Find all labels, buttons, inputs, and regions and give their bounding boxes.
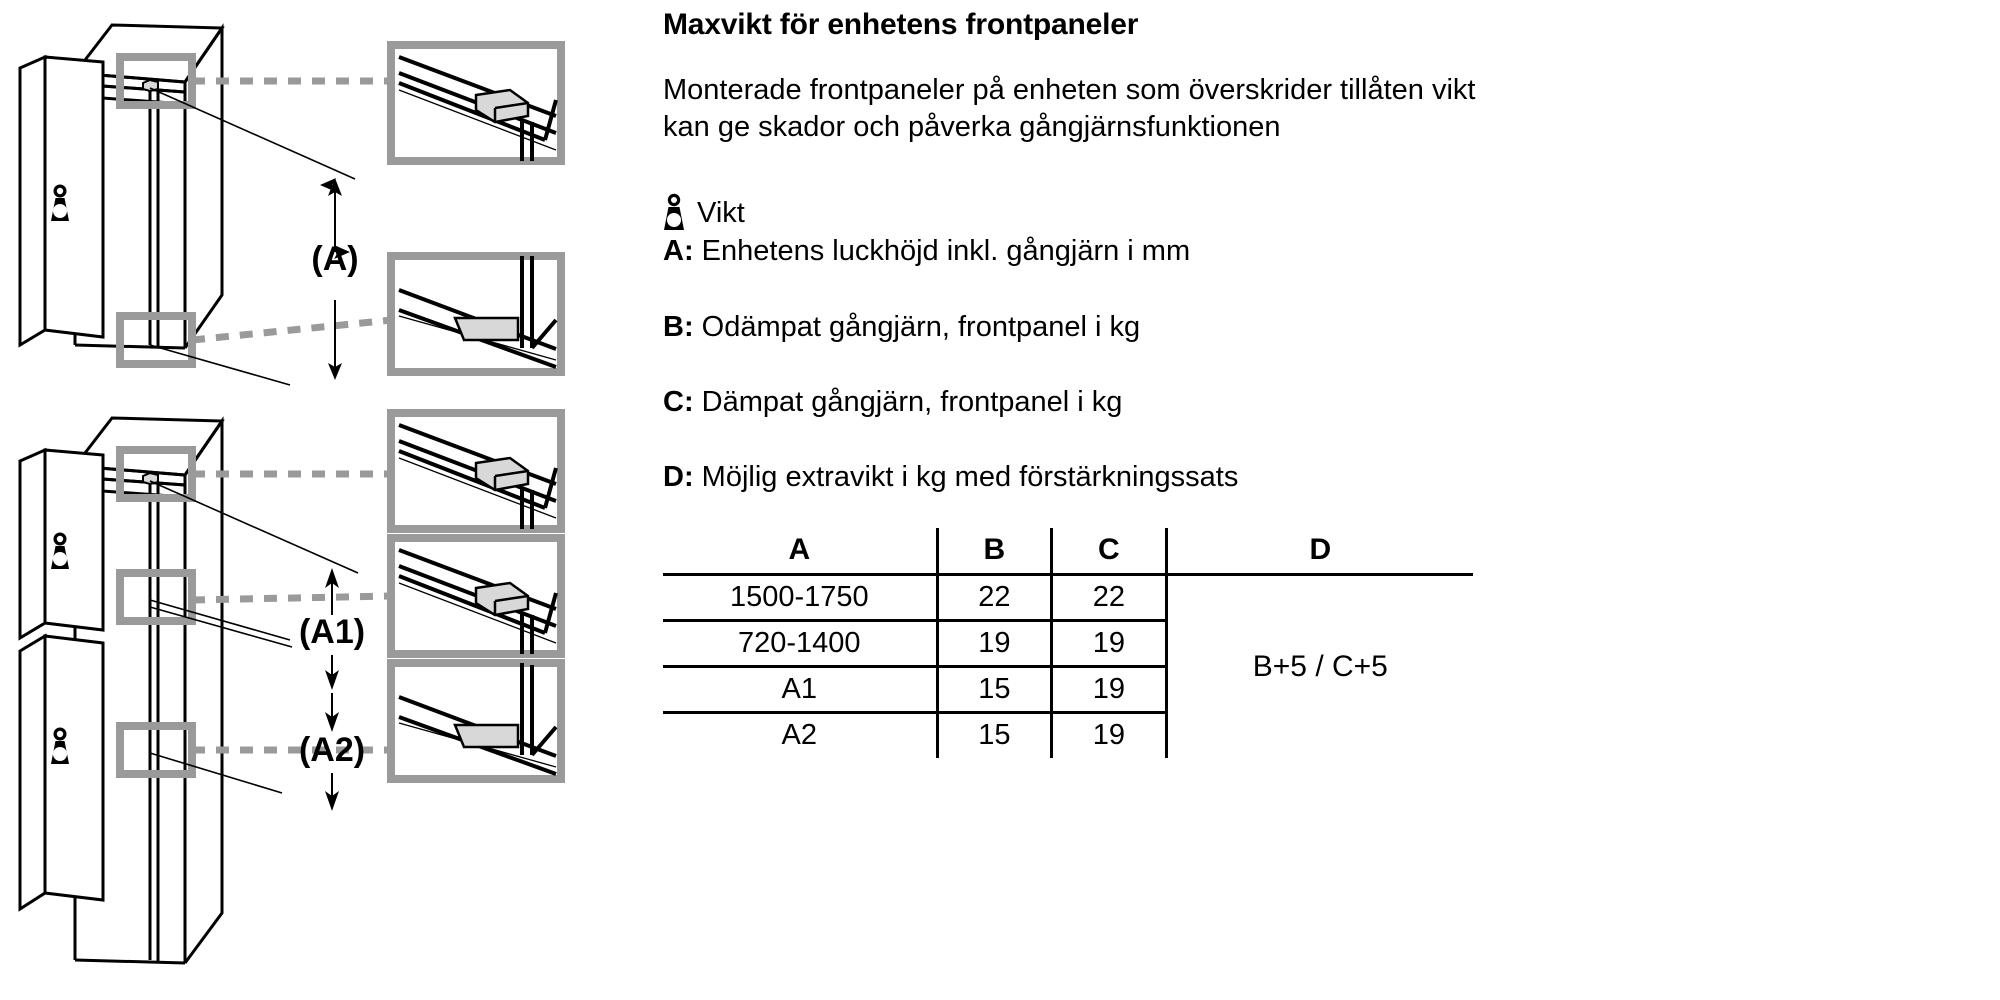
cell-c: 19	[1052, 712, 1167, 758]
table-row	[663, 574, 1473, 620]
legend-item-b	[663, 310, 1140, 344]
legend-key-d: D:	[663, 461, 694, 493]
upper-appliance-drawing	[20, 25, 561, 385]
intro-paragraph: Monterade frontpaneler på enheten som överskrider tillåten vikt kan ge skador och påverka gångjärnsfunktionen	[663, 74, 1476, 143]
table-header-b: B	[937, 528, 1052, 574]
upper-hinge-top	[143, 80, 158, 91]
legend-key-c: C:	[663, 386, 694, 418]
lower-leader-middle	[192, 596, 392, 600]
lower-appliance-drawing	[20, 413, 561, 963]
upper-ext-line-top	[150, 88, 355, 179]
cell-b: 19	[937, 620, 1052, 666]
table-header-c: C	[1052, 528, 1167, 574]
lower-dimension-label-a1: (A1)	[298, 613, 366, 651]
cell-a: A2	[781, 719, 818, 752]
legend-key-b: B:	[663, 311, 694, 343]
page-title: Maxvikt för enhetens frontpaneler	[663, 8, 1139, 41]
cell-a: 720-1400	[663, 620, 937, 666]
callout-box-lower-middle	[391, 538, 561, 654]
lower-highlight-box-bottom	[120, 726, 192, 774]
upper-dimension-arrow	[328, 178, 342, 380]
legend-item-a	[663, 234, 1190, 268]
legend-weight-row	[661, 193, 745, 233]
legend-key-a: A:	[663, 235, 694, 267]
upper-leader-bottom	[192, 320, 392, 340]
callout-box-lower-bottom	[391, 663, 561, 779]
hinge-block	[455, 725, 518, 747]
legend-text-c: Dämpat gångjärn, frontpanel i kg	[701, 386, 1123, 418]
table-header-d: D	[1166, 528, 1473, 574]
lower-hinge-top	[143, 473, 158, 484]
lower-door-gap	[150, 481, 158, 961]
legend-item-d	[663, 460, 1238, 494]
text-panel	[655, 0, 2000, 1000]
cell-b: 22	[937, 574, 1052, 620]
cell-c: 19	[1052, 620, 1167, 666]
callout-box-upper-top	[391, 45, 561, 161]
legend-text-a: Enhetens luckhöjd inkl. gångjärn i mm	[701, 235, 1191, 267]
callout-box-lower-top	[391, 413, 561, 529]
legend-text-d: Möjlig extravikt i kg med förstärkningssats	[701, 461, 1239, 493]
legend-item-c	[663, 385, 1122, 419]
cell-a: 1500-1750	[663, 574, 937, 620]
table-header-row	[663, 528, 1473, 574]
cell-c: 19	[1052, 666, 1167, 712]
hinge-block	[455, 318, 518, 340]
weight-icon	[661, 193, 687, 233]
weight-spec-table	[663, 528, 1473, 758]
callout-box-upper-bottom	[391, 256, 561, 372]
cell-d: B+5 / C+5	[1166, 574, 1473, 758]
cell-a: A1	[663, 666, 937, 712]
legend-weight-label: Vikt	[697, 196, 745, 229]
lower-front-panel-lower	[20, 636, 103, 909]
table-header-a: A	[663, 528, 937, 574]
technical-illustration	[0, 0, 650, 1000]
cell-c: 22	[1052, 574, 1167, 620]
cell-b: 15	[937, 712, 1052, 758]
legend-text-b: Odämpat gångjärn, frontpanel i kg	[701, 311, 1141, 343]
cell-b: 15	[937, 666, 1052, 712]
upper-dimension-label: (A)	[311, 240, 359, 278]
lower-highlight-box-middle	[120, 573, 192, 621]
upper-door-gap	[150, 88, 158, 346]
upper-highlight-box-bottom	[120, 316, 192, 364]
lower-dimension-label-a2: (A2)	[298, 731, 366, 769]
